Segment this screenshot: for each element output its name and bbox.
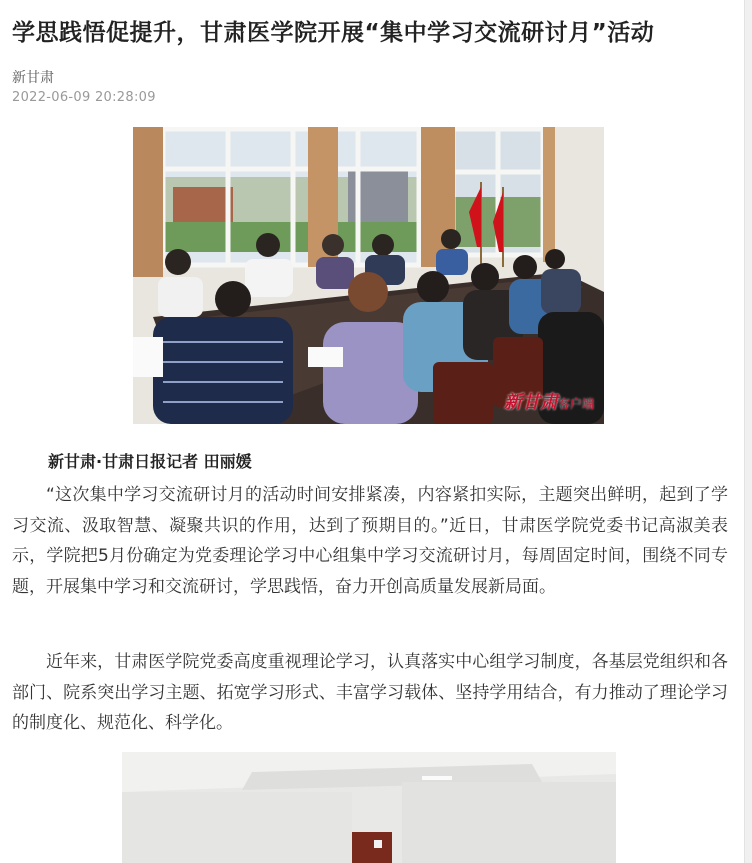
article-source: 新甘肃 — [12, 70, 54, 86]
room-photo — [122, 752, 616, 863]
article-byline: 新甘肃·甘肃日报记者 田丽媛 — [48, 452, 252, 471]
source-watermark — [504, 388, 594, 414]
meeting-photo-illustration — [133, 127, 604, 424]
watermark-suffix: 客户端 — [557, 397, 594, 411]
article-timestamp: 2022-06-09 20:28:09 — [12, 90, 156, 105]
article-paragraph-2: 近年来，甘肃医学院党委高度重视理论学习，认真落实中心组学习制度，各基层党组织和各部门、院系突出学习主题、拓宽学习形式、丰富学习载体、坚持学用结合，有力推动了理论学习的制度化、规范化、科学化。 — [12, 652, 728, 733]
room-photo-illustration — [122, 752, 616, 863]
article-paragraph-1: “这次集中学习交流研讨月的活动时间安排紧凑，内容紧扣实际，主题突出鲜明，起到了学习交流、汲取智慧、凝聚共识的作用，达到了预期目的。”近日，甘肃医学院党委书记高淑美表示，学院把5月份确定为党委理论学习中心组集中学习交流研讨月，每周固定时间，围绕不同专题，开展集中学习和交流研讨，学思践悟，奋力开创高质量发展新局面。 — [12, 485, 728, 597]
article-title: 学思践悟促提升，甘肃医学院开展“集中学习交流研讨月”活动 — [12, 20, 655, 46]
meeting-photo — [133, 127, 604, 424]
page-scrollbar[interactable] — [744, 0, 752, 863]
watermark-brand: 新甘肃 — [503, 392, 558, 413]
